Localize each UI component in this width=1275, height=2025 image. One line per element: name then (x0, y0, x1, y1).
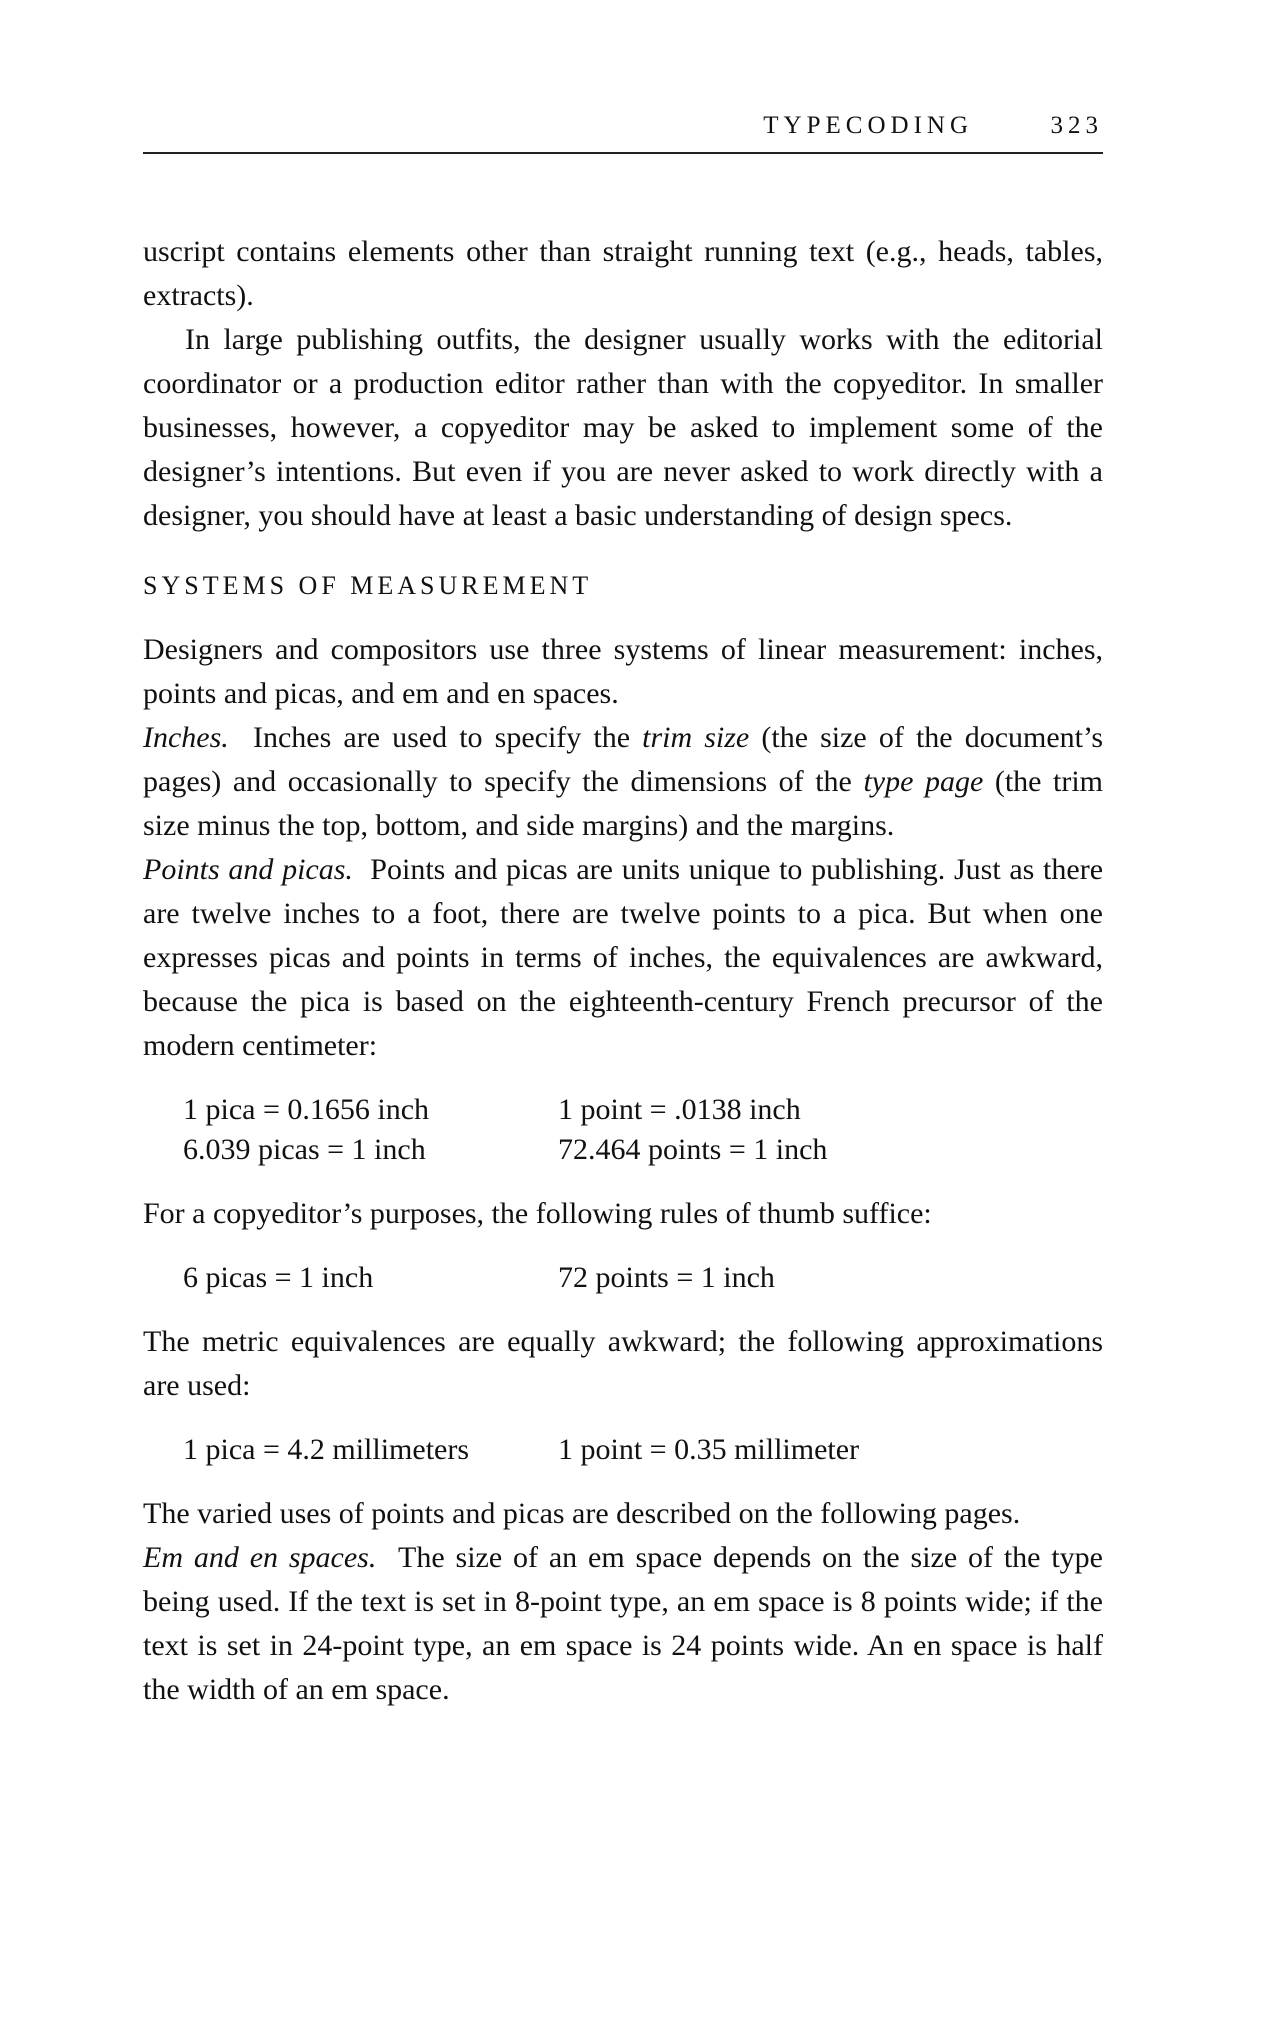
body-text (143, 230, 1103, 1712)
term-trim-size: trim size (642, 721, 750, 754)
inches-text-1: Inches are used to specify the (253, 721, 643, 754)
equivalence-row (183, 1258, 1103, 1298)
term-type-page: type page (863, 765, 984, 798)
section-heading: SYSTEMS OF MEASUREMENT (143, 571, 593, 600)
paragraph-varied-uses: The varied uses of points and picas are described on the following pages. (143, 1497, 1021, 1530)
equivalence-row (183, 1130, 1103, 1170)
equivalence-point: 72.464 points = 1 inch (558, 1133, 828, 1166)
paragraph-continued: uscript contains elements other than straight running text (e.g., heads, tables, extracts). (143, 235, 1103, 312)
equivalence-pica: 6 picas = 1 inch (183, 1261, 374, 1294)
run-in-heading-points: Points and picas. (143, 853, 353, 886)
equivalence-point: 1 point = .0138 inch (558, 1093, 801, 1126)
run-in-heading-em: Em and en spaces. (143, 1541, 377, 1574)
em-text: The size of an em space depends on the size of the type being used. If the text is set in 8-point type, an em space is 8 points wide; if the text is set in 24-point type, an em space is 24 points wide. An en space is half the width of an em space. (143, 1541, 1103, 1706)
paragraph-em-en (143, 1536, 1103, 1712)
equivalence-pica: 1 pica = 4.2 millimeters (183, 1433, 470, 1466)
equivalence-table-metric (183, 1430, 1103, 1470)
page-number: 323 (1050, 112, 1103, 139)
paragraph-systems: Designers and compositors use three systems of linear measurement: inches, points and picas, and em and en spaces. (143, 633, 1103, 710)
paragraph-metric: The metric equivalences are equally awkward; the following approximations are used: (143, 1325, 1103, 1402)
paragraph-inches (143, 716, 1103, 848)
inches-text-3: (the trim size minus the top, bottom, and side margins) and the margins. (143, 765, 1104, 842)
equivalence-table-exact (183, 1090, 1103, 1170)
inches-text-2: (the size of the document’s pages) and occasionally to specify the dimensions of the (143, 721, 1104, 798)
equivalence-point: 1 point = 0.35 millimeter (558, 1433, 860, 1466)
equivalence-row (183, 1090, 1103, 1130)
running-head-title: TYPECODING (763, 112, 973, 139)
points-text: Points and picas are units unique to publishing. Just as there are twelve inches to a foot, there are twelve points to a pica. But when one expresses picas and points in terms of inches, the equivalences are awkward, because the pica is based on the eighteenth-century French precursor of the modern centimeter: (143, 853, 1104, 1062)
paragraph-rules-of-thumb: For a copyeditor’s purposes, the following rules of thumb suffice: (143, 1197, 932, 1230)
running-head (143, 110, 1103, 154)
run-in-heading-inches: Inches. (143, 721, 229, 754)
equivalence-pica: 6.039 picas = 1 inch (183, 1133, 426, 1166)
equivalence-pica: 1 pica = 0.1656 inch (183, 1093, 430, 1126)
equivalence-row (183, 1430, 1103, 1470)
paragraph-designer: In large publishing outfits, the designer usually works with the editorial coordinator or a production editor rather than with the copyeditor. In smaller businesses, however, a copyeditor may be asked to implement some of the designer’s intentions. But even if you are never asked to work directly with a designer, you should have at least a basic understanding of design specs. (143, 323, 1103, 532)
equivalence-point: 72 points = 1 inch (558, 1261, 775, 1294)
paragraph-points-picas (143, 848, 1103, 1068)
equivalence-table-thumb (183, 1258, 1103, 1298)
